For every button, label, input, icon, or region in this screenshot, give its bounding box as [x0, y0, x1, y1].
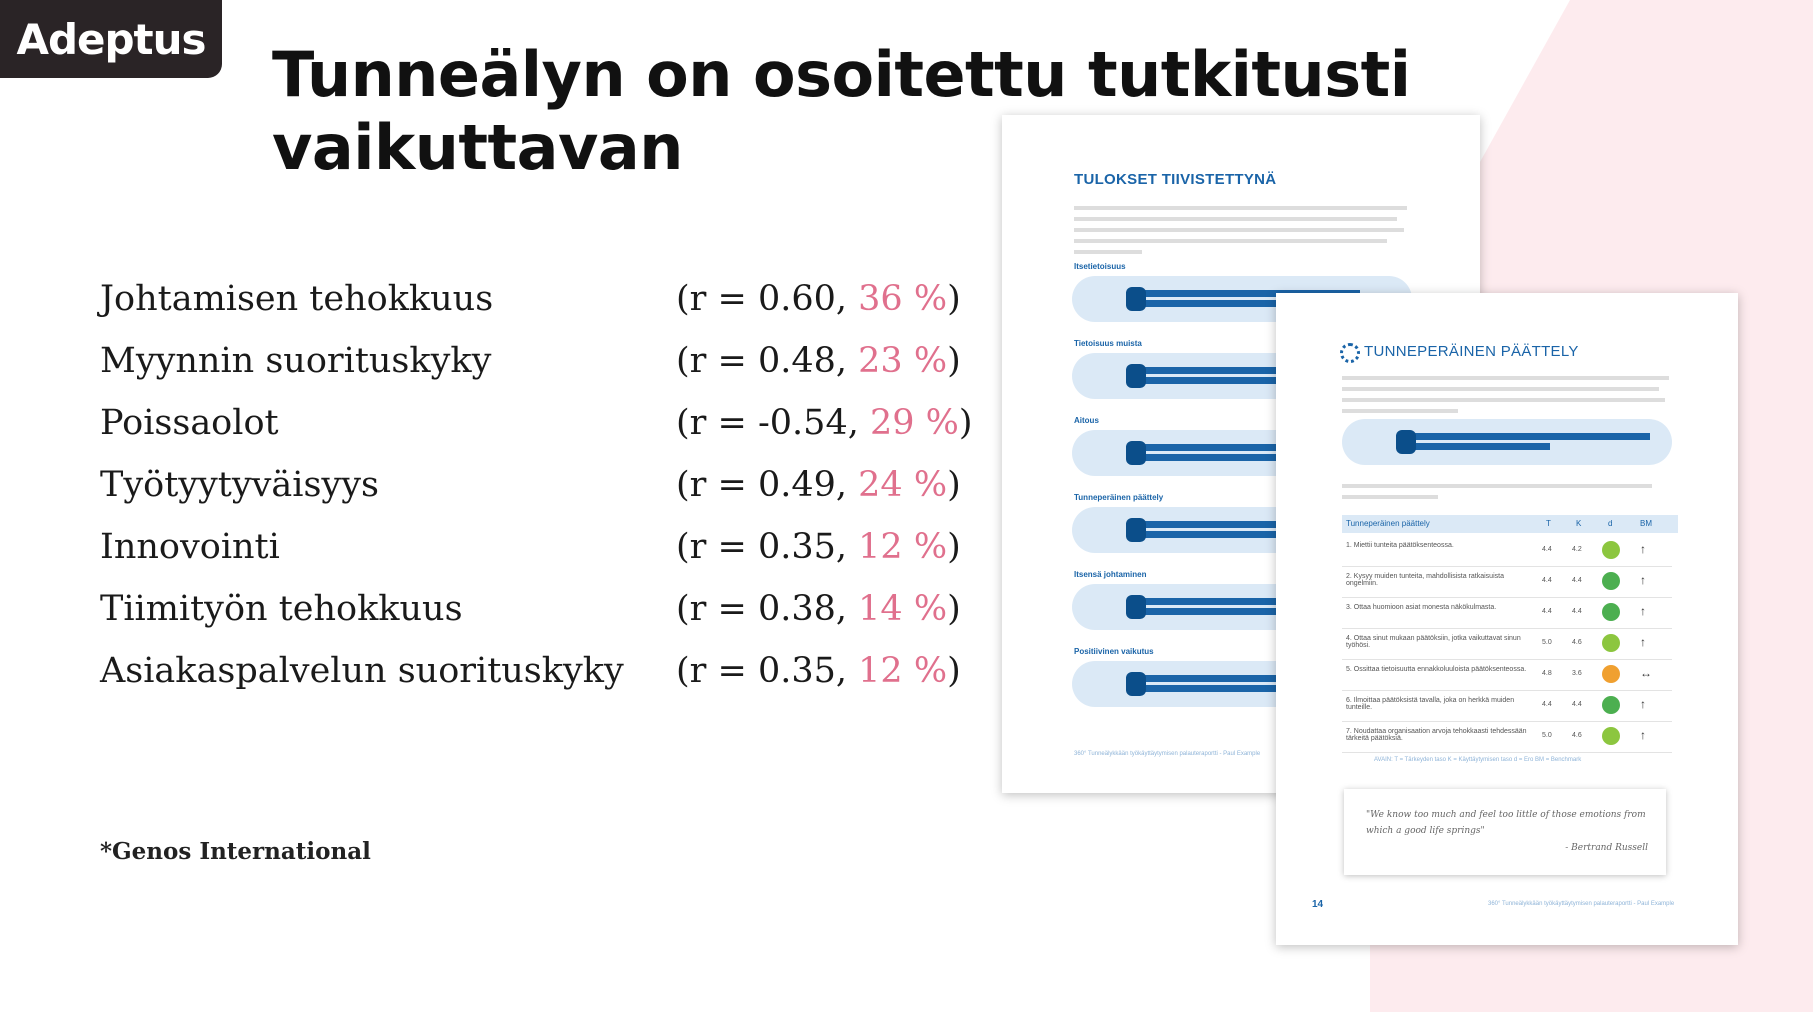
score-knob: [1126, 287, 1146, 311]
metrics-list: [100, 275, 973, 709]
table-row: [1342, 598, 1672, 629]
row-t: 4.4: [1542, 577, 1552, 584]
difference-dot: [1602, 665, 1620, 683]
metric-r: (r = 0.38,: [676, 589, 859, 629]
benchmark-arrow-icon: ↑: [1640, 697, 1646, 711]
metric-label: Tiimityön tehokkuus: [100, 589, 463, 629]
benchmark-arrow-icon: ↑: [1640, 573, 1646, 587]
metric-r: (r = 0.49,: [676, 465, 859, 505]
metric-value: [676, 527, 961, 567]
metric-close: ): [947, 341, 961, 381]
metric-r: (r = -0.54,: [676, 403, 870, 443]
benchmark-arrow-icon: ↑: [1640, 635, 1646, 649]
metric-value: [676, 403, 973, 443]
row-text: 3. Ottaa huomioon asiat monesta näkökulmasta.: [1346, 604, 1497, 611]
metric-r: (r = 0.60,: [676, 279, 859, 319]
score-knob: [1126, 672, 1146, 696]
row-t: 4.4: [1542, 608, 1552, 615]
row-k: 4.4: [1572, 577, 1582, 584]
difference-dot: [1602, 572, 1620, 590]
source-note: *Genos International: [100, 838, 371, 865]
page2-table-intro: [1342, 481, 1662, 506]
table-header: [1342, 515, 1678, 533]
row-t: 4.4: [1542, 546, 1552, 553]
page2-title: TUNNEPERÄINEN PÄÄTTELY: [1364, 343, 1579, 360]
quote-box: [1344, 789, 1666, 875]
metric-row: [100, 585, 960, 647]
slide-title: Tunneälyn on osoitettu tutkitusti vaikuttavan: [272, 38, 1411, 184]
adeptus-logo: [0, 0, 222, 78]
row-text: 2. Kysyy muiden tunteita, mahdollisista ratkaisuista ongelmiin.: [1346, 573, 1504, 587]
metric-row: [100, 337, 960, 399]
benchmark-arrow-icon: ↑: [1640, 604, 1646, 618]
metric-close: ): [947, 465, 961, 505]
metric-row: [100, 523, 960, 585]
table-row: [1342, 722, 1672, 753]
metric-r: (r = 0.35,: [676, 651, 859, 691]
table-row: [1342, 691, 1672, 722]
page1-title: TULOKSET TIIVISTETTYNÄ: [1074, 171, 1277, 188]
metric-close: ): [958, 403, 973, 443]
metric-value: [676, 651, 961, 691]
difference-dot: [1602, 727, 1620, 745]
row-text: 1. Miettii tunteita päätöksenteossa.: [1346, 542, 1454, 549]
metric-value: [676, 341, 961, 381]
score-knob: [1126, 364, 1146, 388]
page1-section-label: Itsensä johtaminen: [1074, 570, 1147, 579]
table-header-label: Tunneperäinen päättely: [1346, 519, 1430, 528]
row-k: 3.6: [1572, 670, 1582, 677]
score-knob: [1396, 430, 1416, 454]
table-legend: AVAIN: T = Tärkeyden taso K = Käyttäytymisen taso d = Ero BM = Benchmark: [1374, 757, 1582, 763]
metric-value: [676, 465, 961, 505]
page-number: 14: [1312, 899, 1324, 910]
page2-footer: 360° Tunneälykkään työkäyttäytymisen palauteraportti - Paul Example: [1488, 901, 1675, 907]
table-row: [1342, 536, 1672, 567]
page1-section-label: Itsetietoisuus: [1074, 262, 1126, 271]
col-k: K: [1576, 519, 1582, 528]
difference-dot: [1602, 603, 1620, 621]
metric-row: [100, 399, 973, 461]
metric-label: Työtyytyväisyys: [100, 465, 379, 505]
metric-pct: 29 %: [869, 403, 959, 443]
reasoning-icon: [1340, 343, 1360, 363]
metric-row: [100, 647, 960, 709]
metric-label: Johtamisen tehokkuus: [100, 279, 494, 319]
metric-close: ): [947, 651, 961, 691]
row-text: 5. Ossittaa tietoisuutta ennakkoluuloista päätöksenteossa.: [1346, 666, 1527, 673]
table-row: [1342, 660, 1672, 691]
row-k: 4.6: [1572, 732, 1582, 739]
row-text: 6. Ilmoittaa päätöksistä tavalla, joka on herkkä muiden tunteille.: [1346, 697, 1515, 711]
row-k: 4.4: [1572, 701, 1582, 708]
row-text: 4. Ottaa sinut mukaan päätöksiin, jotka vaikuttavat sinun työhösi.: [1346, 635, 1521, 649]
table-row: [1342, 567, 1672, 598]
row-k: 4.4: [1572, 608, 1582, 615]
col-bm: BM: [1640, 519, 1652, 528]
report-page-emotional-reasoning: [1276, 293, 1738, 945]
metric-row: [100, 461, 960, 523]
page1-footer: 360° Tunneälykkään työkäyttäytymisen palauteraportti - Paul Example: [1074, 751, 1261, 757]
metric-r: (r = 0.48,: [676, 341, 859, 381]
row-text: 7. Noudattaa organisaation arvoja tehokkaasti tehdessään tärkeitä päätöksiä.: [1346, 728, 1527, 742]
metric-row: [100, 275, 960, 337]
row-t: 5.0: [1542, 639, 1552, 646]
metric-r: (r = 0.35,: [676, 527, 859, 567]
metric-pct: 23 %: [858, 341, 948, 381]
page1-section-label: Aitous: [1074, 416, 1099, 425]
score-knob: [1126, 518, 1146, 542]
importance-bar: [1400, 433, 1650, 440]
metric-value: [676, 589, 961, 629]
logo-text: Adeptus: [16, 14, 206, 64]
row-k: 4.6: [1572, 639, 1582, 646]
metric-close: ): [947, 589, 961, 629]
metric-pct: 14 %: [858, 589, 948, 629]
benchmark-arrow-icon: ↑: [1640, 542, 1646, 556]
metric-pct: 24 %: [858, 465, 948, 505]
page1-section-label: Tietoisuus muista: [1074, 339, 1142, 348]
difference-dot: [1602, 696, 1620, 714]
metric-label: Innovointi: [100, 527, 280, 567]
metric-label: Asiakaspalvelun suorituskyky: [100, 651, 624, 691]
score-knob: [1126, 441, 1146, 465]
col-t: T: [1546, 519, 1551, 528]
row-t: 5.0: [1542, 732, 1552, 739]
benchmark-arrow-icon: ↔: [1640, 666, 1652, 680]
metric-close: ): [947, 279, 961, 319]
metric-value: [676, 279, 961, 319]
metric-pct: 12 %: [858, 527, 948, 567]
page1-section-label: Positiivinen vaikutus: [1074, 647, 1154, 656]
row-t: 4.8: [1542, 670, 1552, 677]
difference-dot: [1602, 541, 1620, 559]
page2-intro: [1342, 373, 1672, 420]
score-bar: [1342, 419, 1672, 465]
page1-section-label: Tunneperäinen päättely: [1074, 493, 1164, 502]
table-row: [1342, 629, 1672, 660]
metric-label: Myynnin suorituskyky: [100, 341, 492, 381]
difference-dot: [1602, 634, 1620, 652]
score-knob: [1126, 595, 1146, 619]
behaviour-bar: [1400, 443, 1550, 450]
quote-author: - Bertrand Russell: [1565, 843, 1648, 853]
quote-text: "We know too much and feel too little of those emotions from which a good life springs": [1366, 810, 1646, 836]
metric-pct: 12 %: [858, 651, 948, 691]
row-t: 4.4: [1542, 701, 1552, 708]
metric-pct: 36 %: [858, 279, 948, 319]
row-k: 4.2: [1572, 546, 1582, 553]
benchmark-arrow-icon: ↑: [1640, 728, 1646, 742]
metric-label: Poissaolot: [100, 403, 279, 443]
col-d: d: [1608, 519, 1613, 528]
page1-intro: [1074, 203, 1414, 261]
metric-close: ): [947, 527, 961, 567]
